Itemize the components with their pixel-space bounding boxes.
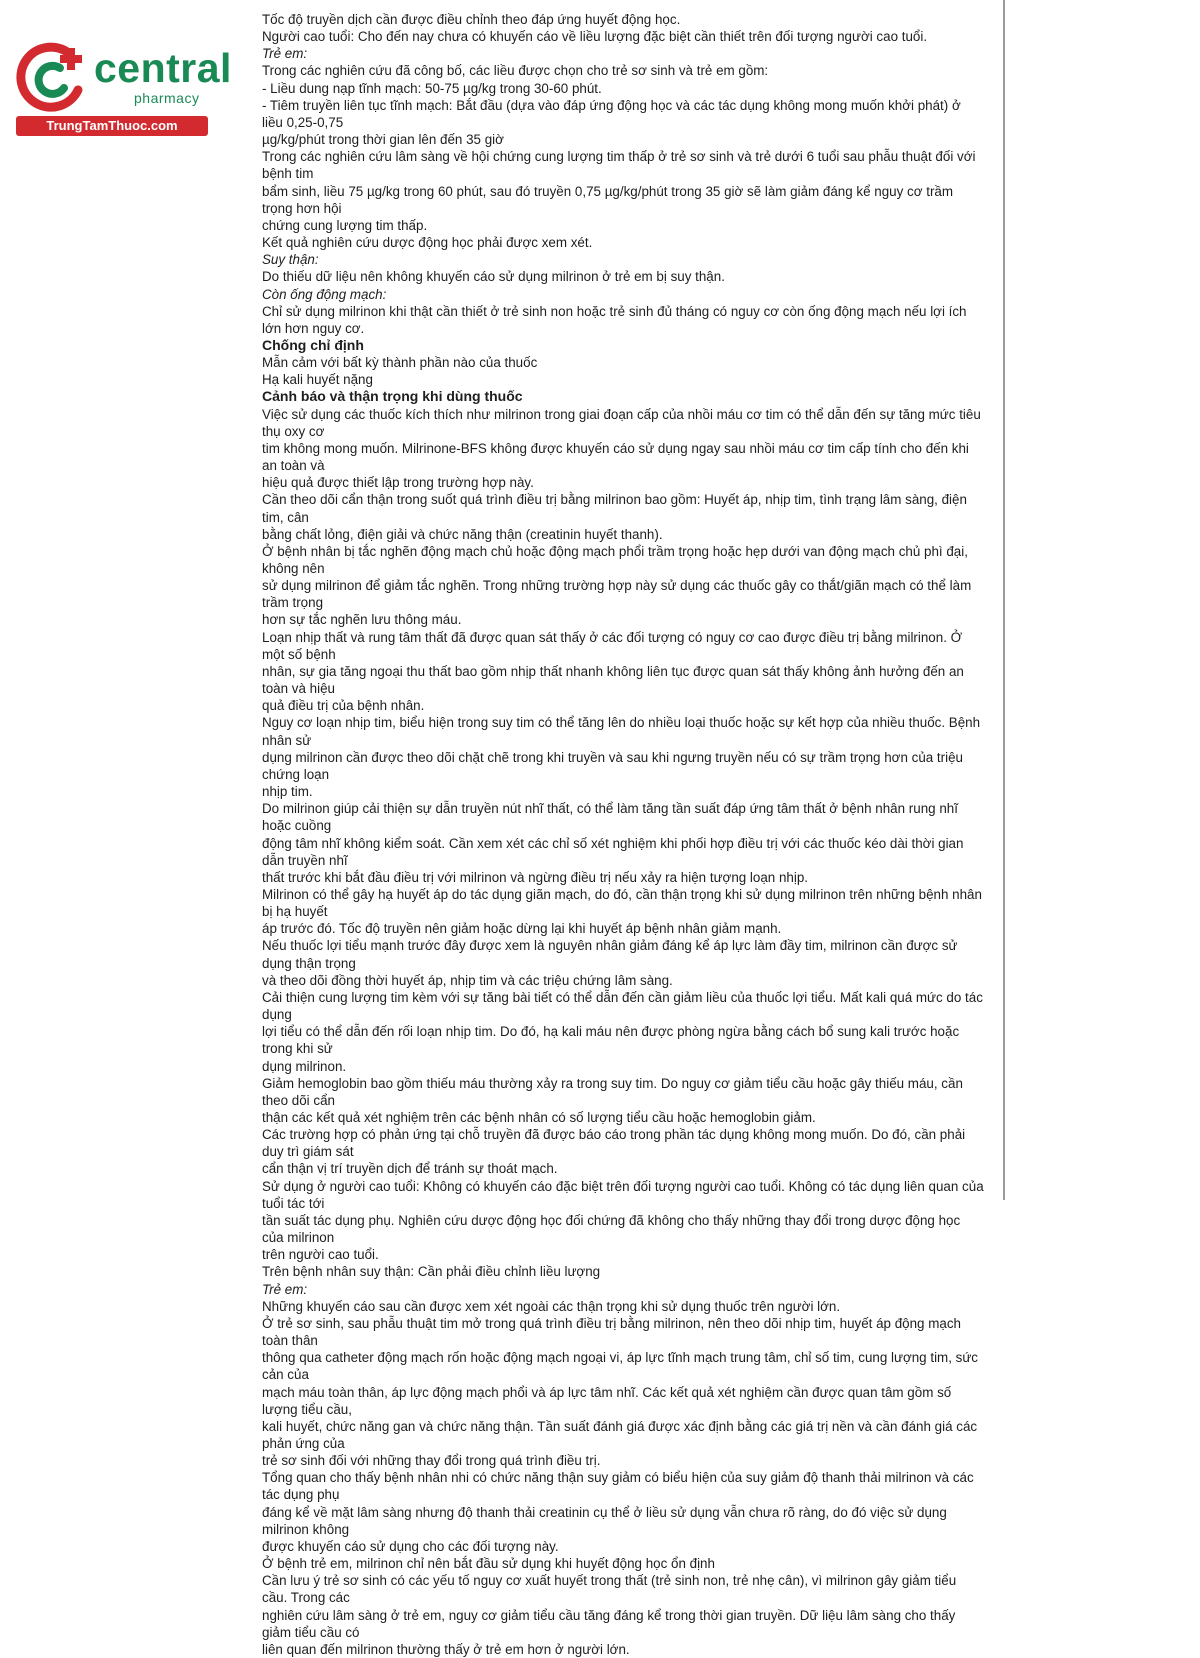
text-line: nhân, sự gia tăng ngoại thu thất bao gồm nhịp thất nhanh không liên tục được quan sát thấy không ảnh hưởng đến an toàn và hiệu [262,663,964,697]
text-line: Chỉ sử dụng milrinon khi thật cần thiết ở trẻ sinh non hoặc trẻ sinh đủ tháng có nguy cơ còn ống động mạch nếu lợi ích lớn hơn nguy cơ. [262,303,967,336]
text-line: áp trước đó. Tốc độ truyền nên giảm hoặc dừng lại khi huyết áp bệnh nhân giảm mạnh. [262,921,782,937]
site-url-badge[interactable]: TrungTamThuoc.com [16,116,208,136]
brand-subtitle: pharmacy [134,90,200,106]
text-line: Ở bệnh trẻ em, milrinon chỉ nên bắt đầu sử dụng khi huyết động học ổn định [262,1556,715,1572]
text-line: Tốc độ truyền dịch cần được điều chỉnh theo đáp ứng huyết động học. [262,12,681,27]
text-line: Còn ống động mạch: [262,286,387,302]
text-line: tần suất tác dụng phụ. Nghiên cứu dược động học đối chứng đã không cho thấy những thay đổi trong dược động học của milrinon [262,1212,961,1246]
text-line: Những khuyến cáo sau cần được xem xét ngoài các thận trọng khi sử dụng thuốc trên người lớn. [262,1298,841,1314]
text-line: - Tiêm truyền liên tục tĩnh mạch: Bắt đầu (dựa vào đáp ứng động học và các tác dụng không mong muốn khởi phát) ở liều 0,25-0,75 [262,97,961,130]
section-heading: Cảnh báo và thận trọng khi dùng thuốc [262,388,523,405]
text-line: mạch máu toàn thân, áp lực động mạch phổi và áp lực tâm nhĩ. Các kết quả xét nghiệm cần được quan tâm gồm số lượng tiểu cầu, [262,1384,952,1417]
text-line: chứng cung lượng tim thấp. [262,217,428,233]
text-line: thông qua catheter động mạch rốn hoặc động mạch ngoại vi, áp lực tĩnh mạch trung tâm, chỉ số tim, cung lượng tim, sức cản của [262,1350,978,1383]
text-line: Giảm hemoglobin bao gồm thiếu máu thường xảy ra trong suy tim. Do nguy cơ giảm tiểu cầu hoặc gây thiếu máu, cần theo dõi cẩn [262,1075,963,1108]
text-line: Tổng quan cho thấy bệnh nhân nhi có chức năng thận suy giảm có biểu hiện của suy giảm độ thanh thải milrinon và các tác dụng phụ [262,1470,974,1503]
text-line: µg/kg/phút trong thời gian lên đến 35 giờ [262,132,504,148]
text-line: trên người cao tuổi. [262,1247,379,1263]
text-line: Kết quả nghiên cứu dược động học phải được xem xét. [262,235,593,251]
text-line: nghiên cứu lâm sàng ở trẻ em, nguy cơ giảm tiểu cầu tăng đáng kể trong thời gian truyền. Dữ liệu lâm sàng cho thấy giảm tiểu cầu có [262,1607,956,1640]
text-line: động tâm nhĩ không kiểm soát. Cần xem xét các chỉ số xét nghiệm khi phối hợp điều trị với các thuốc kéo dài thời gian dẫn truyền nhĩ [262,835,964,868]
page-edge-divider [1003,0,1005,1200]
text-line: và theo dõi đồng thời huyết áp, nhịp tim và các triệu chứng lâm sàng. [262,972,673,988]
text-line: được khuyến cáo sử dụng cho các đối tượng này. [262,1538,559,1554]
text-line: Sử dụng ở người cao tuổi: Không có khuyến cáo đặc biệt trên đối tượng người cao tuổi. Không có tác dụng liên quan của tuổi tác tới [262,1178,984,1211]
brand-name: central [94,45,232,91]
text-line: Nguy cơ loạn nhịp tim, biểu hiện trong suy tim có thể tăng lên do nhiều loại thuốc hoặc sự kết hợp của nhiều thuốc. Bệnh nhân sử [262,715,981,748]
text-line: Ở bệnh nhân bị tắc nghẽn động mạch chủ hoặc động mạch phổi trầm trọng hoặc hẹp dưới van động mạch chủ phì đại, không nên [262,543,968,576]
text-line: Cần lưu ý trẻ sơ sinh có các yếu tố nguy cơ xuất huyết trong thất (trẻ sinh non, trẻ nhẹ cân), vì milrinon gây giảm tiểu cầu. Trong các [262,1573,957,1606]
text-line: Các trường hợp có phản ứng tại chỗ truyền đã được báo cáo trong phần tác dụng không mong muốn. Do đó, cần phải duy trì giám sát [262,1127,966,1160]
text-line: Hạ kali huyết nặng [262,372,373,388]
text-line: - Liều dung nạp tĩnh mạch: 50-75 µg/kg trong 30-60 phút. [262,80,602,96]
text-line: quả điều trị của bệnh nhân. [262,698,425,714]
document-text [262,11,984,1658]
text-line: Ở trẻ sơ sinh, sau phẫu thuật tim mở trong quá trình điều trị bằng milrinon, nên theo dõi nhịp tim, huyết áp động mạch toàn thân [262,1315,961,1349]
text-line: Suy thận: [262,252,319,268]
text-line: bẩm sinh, liều 75 µg/kg trong 60 phút, sau đó truyền 0,75 µg/kg/phút trong 35 giờ sẽ làm giảm đáng kể nguy cơ trầm trọng hơn hội [262,183,954,216]
text-line: Trong các nghiên cứu đã công bố, các liều được chọn cho trẻ sơ sinh và trẻ em gồm: [262,63,769,79]
text-line: liên quan đến milrinon thường thấy ở trẻ em hơn ở người lớn. [262,1641,630,1657]
pharmacy-cross-logo-icon [12,40,88,116]
text-line: Loạn nhịp thất và rung tâm thất đã được quan sát thấy ở các đối tượng có nguy cơ cao được điều trị bằng milrinon. Ở một số bệnh [262,629,963,662]
text-line: Người cao tuổi: Cho đến nay chưa có khuyến cáo về liều lượng đặc biệt cần thiết trên đối tượng người cao tuổi. [262,29,928,45]
text-line: Trong các nghiên cứu lâm sàng về hội chứng cung lượng tim thấp ở trẻ sơ sinh và trẻ dưới 6 tuổi sau phẫu thuật đối với bệnh tim [262,149,976,182]
text-line: Cải thiện cung lượng tim kèm với sự tăng bài tiết có thể dẫn đến cần giảm liều của thuốc lợi tiểu. Mất kali quá mức do tác dụng [262,989,983,1023]
text-line: kali huyết, chức năng gan và chức năng thận. Tần suất đánh giá được xác định bằng các giá trị nền và cần đánh giá các phản ứng của [262,1418,978,1451]
text-line: sử dụng milrinon để giảm tắc nghẽn. Trong những trường hợp này sử dụng các thuốc gây co thắt/giãn mạch có thể làm trầm trọng [262,578,972,611]
text-line: Cần theo dõi cẩn thận trong suốt quá trình điều trị bằng milrinon bao gồm: Huyết áp, nhịp tim, tình trạng lâm sàng, điện tim, cân [262,492,967,525]
text-line: Mẫn cảm với bất kỳ thành phần nào của thuốc [262,355,538,371]
section-heading: Chống chỉ định [262,336,364,353]
central-pharmacy-logo[interactable] [8,36,232,136]
text-line: Trẻ em: [262,1281,308,1297]
text-line: Do thiếu dữ liệu nên không khuyến cáo sử dụng milrinon ở trẻ em bị suy thận. [262,269,725,285]
text-line: Việc sử dụng các thuốc kích thích như milrinon trong giai đoạn cấp của nhồi máu cơ tim có thể dẫn đến sự tăng mức tiêu thụ oxy cơ [262,406,981,439]
text-line: Trên bệnh nhân suy thận: Cần phải điều chỉnh liều lượng [262,1264,601,1280]
text-line: tim không mong muốn. Milrinone-BFS không được khuyến cáo sử dụng ngay sau nhồi máu cơ tim cấp tính cho đến khi an toàn và [262,440,969,474]
text-line: đáng kể về mặt lâm sàng nhưng độ thanh thải creatinin cụ thể ở liều sử dụng vẫn chưa rõ ràng, do đó việc sử dụng milrinon không [262,1504,947,1537]
text-line: dụng milrinon. [262,1058,347,1074]
text-line: dụng milrinon cần được theo dõi chặt chẽ trong khi truyền và sau khi ngưng truyền nếu có sự trầm trọng hơn của triệu chứng loạn [262,749,963,782]
text-line: Milrinon có thể gây hạ huyết áp do tác dụng giãn mạch, do đó, cần thận trọng khi sử dụng milrinon trên những bệnh nhân bị hạ huyết [262,886,982,920]
text-line: thất trước khi bắt đầu điều trị với milrinon và ngừng điều trị nếu xảy ra hiện tượng loạn nhịp. [262,869,809,885]
text-line: cẩn thận vị trí truyền dịch để tránh sự thoát mạch. [262,1161,558,1177]
text-line: Do milrinon giúp cải thiện sự dẫn truyền nút nhĩ thất, có thể làm tăng tần suất đáp ứng tâm thất ở bệnh nhân rung nhĩ hoặc cuồng [262,801,958,834]
text-line: nhịp tim. [262,784,313,800]
text-line: trẻ sơ sinh đối với những thay đổi trong quá trình điều trị. [262,1453,601,1469]
text-line: bằng chất lỏng, điện giải và chức năng thận (creatinin huyết thanh). [262,526,663,542]
text-line: Trẻ em: [262,46,308,62]
text-line: thận các kết quả xét nghiệm trên các bệnh nhân có số lượng tiểu cầu hoặc hemoglobin giảm. [262,1110,816,1125]
text-line: lợi tiểu có thể dẫn đến rối loạn nhịp tim. Do đó, hạ kali máu nên được phòng ngừa bằng cách bổ sung kali trước hoặc trong khi sử [262,1024,960,1057]
text-line: hơn sự tắc nghẽn lưu thông máu. [262,612,462,628]
text-line: hiệu quả được thiết lập trong trường hợp này. [262,475,534,491]
text-line: Nếu thuốc lợi tiểu mạnh trước đây được xem là nguyên nhân giảm đáng kể áp lực làm đầy tim, milrinon cần được sử dụng thận trọng [262,938,958,971]
